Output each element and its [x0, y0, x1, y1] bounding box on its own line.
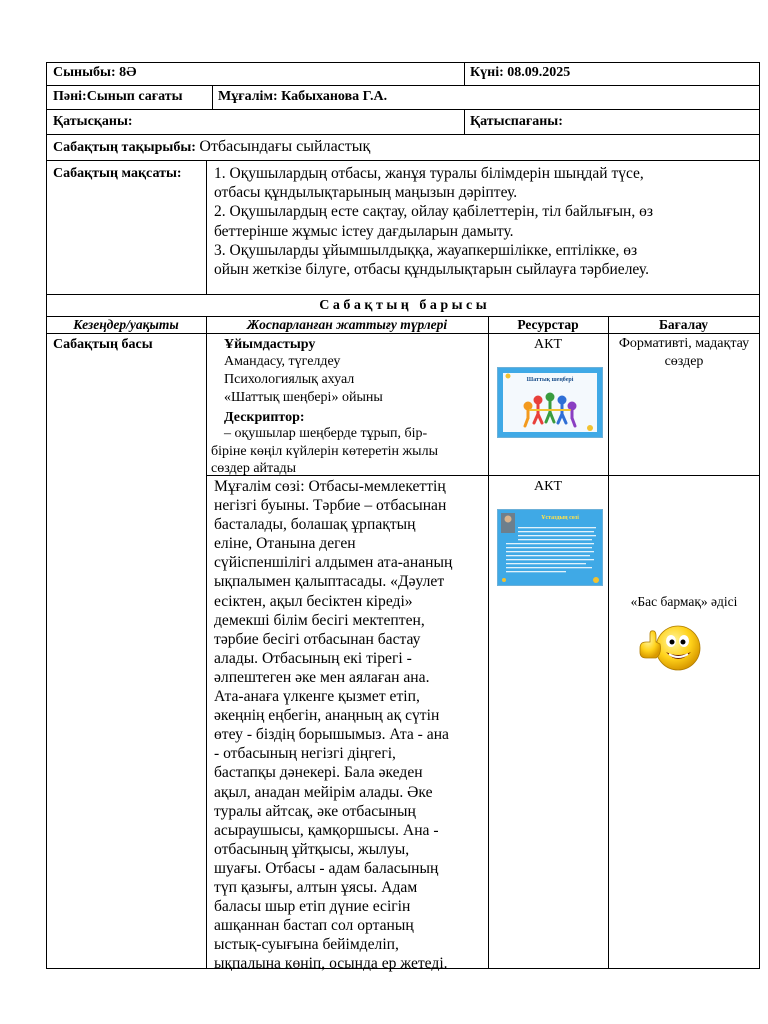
speech-line: тәрбие бесігі отбасынан бастау	[214, 630, 421, 648]
speech-line: негізгі буыны. Тәрбие – отбасынан	[214, 497, 447, 515]
table-border	[46, 294, 760, 295]
table-border	[46, 160, 760, 161]
speech-line: отбасының ұйтқысы, жылуы,	[214, 840, 410, 858]
goals-text	[214, 164, 653, 279]
goal-line: 1. Оқушылардың отбасы, жанұя туралы білімдерін шыңдай түсе,	[214, 165, 644, 182]
goals-label: Сабақтың мақсаты:	[53, 166, 182, 181]
table-border	[46, 109, 760, 110]
org-step: Амандасу, түгелдеу	[224, 354, 341, 369]
speech-line: ақыл, анадан мейірім алады. Әке	[214, 783, 433, 801]
speech-line: басталады, болашақ ұрпақтың	[214, 516, 416, 534]
class-label: Сыныбы: 8Ә	[53, 65, 137, 80]
table-border	[608, 316, 609, 969]
descriptor-title: Дескриптор:	[224, 410, 305, 425]
speech-line: ықпалымен қалыптасады. «Дәулет	[214, 573, 445, 591]
teacher-speech	[214, 477, 452, 973]
friends-circle-image	[497, 367, 603, 438]
speech-line: демекші білім бесігі мектептен,	[214, 611, 425, 629]
speech-line: шуағы. Отбасы - адам баласының	[214, 859, 439, 877]
descriptor-line	[211, 425, 438, 443]
speech-line: әлпештеген әке мен аялаған ана.	[214, 668, 430, 686]
goal-line: ойын жеткізе білуге, отбасы құндылықтарын сыйлауға тәрбиелеу.	[214, 261, 649, 279]
speech-line: есіктен, ақыл бесіктен кіреді»	[214, 592, 413, 610]
goal-line: беттерінше жұмыс істеу дағдыларын дамыту.	[214, 222, 514, 240]
table-border	[206, 160, 207, 295]
table-border	[206, 316, 207, 969]
absent-label: Қатыспағаны:	[470, 114, 563, 129]
teacher-slide-image	[497, 509, 603, 586]
date-label: Күні: 08.09.2025	[470, 65, 571, 80]
speech-line: Ата-анаға үлкенге қызмет етіп,	[214, 688, 420, 706]
speech-line: бастапқы дәнекері. Бала әкеден	[214, 764, 423, 782]
org-step: «Шаттық шеңбері» ойыны	[224, 390, 383, 405]
speech-line: туралы айтсақ, әке отбасының	[214, 802, 416, 820]
column-header-resources: Ресурстар	[517, 317, 579, 332]
column-header-assessment: Бағалау	[658, 317, 709, 332]
speech-line: еліне, Отанына деген	[214, 535, 356, 553]
resource-label: АКТ	[534, 479, 562, 494]
descriptor-line: сөздер айтады	[211, 461, 297, 476]
speech-line: алады. Отбасының екі тірегі -	[214, 649, 412, 667]
speech-line: - отбасының негізгі діңгегі,	[214, 745, 396, 763]
speech-line: баласы шыр етіп дүние есігін	[214, 898, 411, 916]
table-border	[759, 62, 760, 969]
table-border	[46, 333, 760, 334]
speech-line: ыстық-суығына бейімделіп,	[214, 936, 399, 954]
speech-line: асыраушысы, қамқоршысы. Ана -	[214, 821, 439, 839]
organization-steps	[224, 353, 383, 407]
present-label: Қатысқаны:	[53, 114, 133, 129]
speech-line: ықпалына көніп, осында ер жетеді.	[214, 955, 448, 973]
column-header-stage: Кезеңдер/уақыты	[73, 317, 179, 332]
table-border	[46, 62, 760, 63]
org-step: Психологиялық ахуал	[224, 372, 355, 387]
organization-title: Ұйымдастыру	[224, 337, 316, 352]
thumbs-up-smiley-icon	[638, 624, 704, 674]
topic-label: Сабақтың тақырыбы:	[53, 140, 196, 155]
topic-value: Отбасындағы сыйластық	[199, 138, 371, 155]
goal-line: 2. Оқушылардың есте сақтау, ойлау қабілеттерін, тіл байлығын, өз	[214, 203, 653, 221]
slide-title: Ұстаздың сөзі	[541, 515, 579, 521]
subject-label: Пәні:Сынып сағаты	[53, 89, 183, 104]
table-border	[46, 85, 760, 86]
speech-line: әкеңнің еңбегін, анаңның ақ сүтін	[214, 707, 440, 725]
table-border	[464, 62, 465, 86]
column-header-activities: Жоспарланған жаттығу түрлері	[246, 317, 448, 332]
teacher-label: Мұғалім: Кабыханова Г.А.	[218, 89, 388, 104]
speech-line: Мұғалім сөзі: Отбасы-мемлекеттің	[214, 478, 446, 495]
speech-line: сүйіспеншілігі алдымен ата-ананың	[214, 554, 453, 572]
descriptor-text	[211, 425, 438, 478]
thumbs-up-method-label: «Бас бармақ» әдісі	[630, 594, 738, 609]
goal-line: отбасы құндылықтарының маңызын дәріптеу.	[214, 184, 518, 202]
speech-line: түп қазығы, алтын ұясы. Адам	[214, 878, 418, 896]
descriptor-line-text: – оқушылар шеңберде тұрып, бір-	[224, 426, 428, 441]
assessment-formative: Формативті, мадақтау сөздер	[618, 336, 750, 369]
speech-line: өтеу - біздің борышымыз. Ата - ана	[214, 726, 449, 744]
goal-line: 3. Оқушыларды ұйымшылдыққа, жауапкершілікке, ептілікке, өз	[214, 241, 638, 259]
lesson-section-title: С а б а қ т ы ң б а р ы с ы	[319, 298, 487, 313]
speech-line: ашқаннан бастап сол ортаның	[214, 917, 414, 935]
stage-label: Сабақтың басы	[53, 337, 153, 352]
topic-row	[53, 137, 370, 157]
slide-title: Шаттық шеңбері	[526, 377, 574, 383]
resource-label: АКТ	[534, 337, 562, 352]
table-border	[46, 62, 47, 969]
table-border	[464, 109, 465, 135]
table-border	[212, 85, 213, 110]
descriptor-line: біріне көңіл күйлерін көтеретін жылы	[211, 443, 438, 459]
table-border	[46, 134, 760, 135]
table-border	[488, 316, 489, 969]
